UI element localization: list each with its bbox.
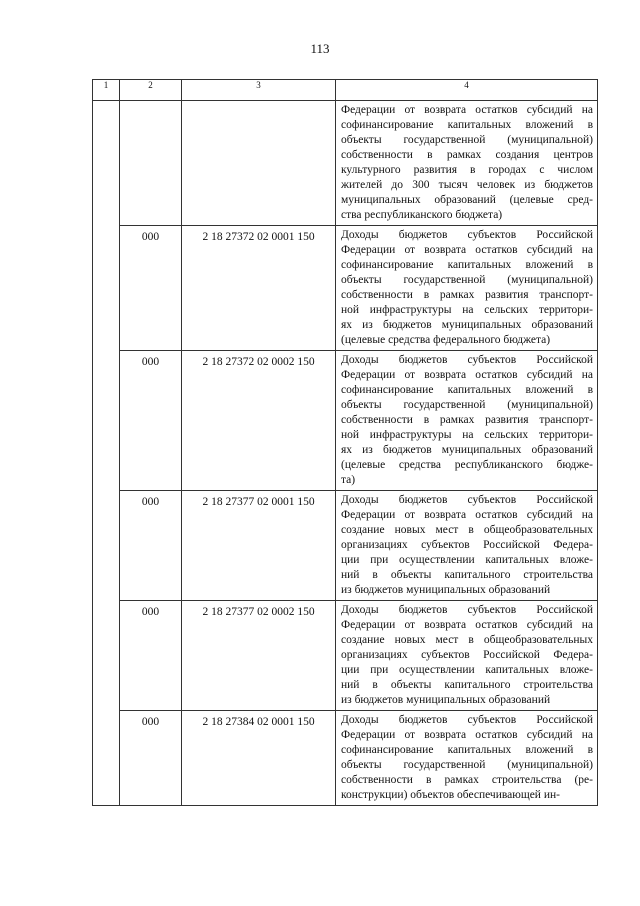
admin-code-cell: 000 <box>120 601 182 711</box>
description-line: объекты государственной (муниципальной) <box>341 399 593 411</box>
description-line: объекты государственной (муниципальной) <box>341 759 593 771</box>
row-number-cell <box>93 101 120 806</box>
description-line: собственности в рамках строительства (ре- <box>341 774 593 786</box>
description-line: из бюджетов муниципальных образований <box>341 694 551 706</box>
description-line: организациях субъектов Российской Федера- <box>341 649 593 661</box>
description-line: Федерации от возврата остатков субсидий на <box>341 509 593 521</box>
description-cell <box>336 351 598 491</box>
description-line: собственности в рамках развития транспорт- <box>341 414 593 426</box>
description-line: организациях субъектов Российской Федера- <box>341 539 593 551</box>
description-line: ции при осуществлении капитальных вложе- <box>341 664 593 676</box>
description-line: ной инфраструктуры на сельских территори- <box>341 304 593 316</box>
table-row <box>93 226 598 351</box>
description-line: создание новых мест в общеобразовательных <box>341 634 593 646</box>
column-header-2: 2 <box>120 80 182 101</box>
description-cell <box>336 491 598 601</box>
table-header-row <box>93 80 598 101</box>
description-cell <box>336 101 598 226</box>
description-line: Доходы бюджетов субъектов Российской <box>341 604 593 616</box>
budget-code-cell: 2 18 27372 02 0002 150 <box>182 351 336 491</box>
description-line: собственности в рамках создания центров <box>341 149 593 161</box>
description-line: ной инфраструктуры на сельских территори- <box>341 429 593 441</box>
description-line: конструкции) объектов обеспечивающей ин- <box>341 789 560 801</box>
description-line: (целевые средства республиканского бюдже- <box>341 459 593 471</box>
budget-code-cell: 2 18 27372 02 0001 150 <box>182 226 336 351</box>
description-line: Доходы бюджетов субъектов Российской <box>341 354 593 366</box>
description-line: ях из бюджетов муниципальных образований <box>341 444 593 456</box>
description-line: создание новых мест в общеобразовательных <box>341 524 593 536</box>
description-line: софинансирование капитальных вложений в <box>341 259 593 271</box>
description-line: ции при осуществлении капитальных вложе- <box>341 554 593 566</box>
admin-code-cell: 000 <box>120 226 182 351</box>
description-line: ний в объекты капитального строительства <box>341 679 593 691</box>
column-header-4: 4 <box>336 80 598 101</box>
description-line: Федерации от возврата остатков субсидий на <box>341 104 593 116</box>
description-line: Доходы бюджетов субъектов Российской <box>341 714 593 726</box>
description-line: ях из бюджетов муниципальных образований <box>341 319 593 331</box>
table-row <box>93 101 598 226</box>
table-row <box>93 711 598 806</box>
description-line: Федерации от возврата остатков субсидий на <box>341 619 593 631</box>
description-cell <box>336 711 598 806</box>
table-row <box>93 601 598 711</box>
description-line: жителей до 300 тысяч человек из бюджетов <box>341 179 593 191</box>
description-line: софинансирование капитальных вложений в <box>341 384 593 396</box>
description-line: Федерации от возврата остатков субсидий на <box>341 369 593 381</box>
table-row <box>93 491 598 601</box>
description-line: собственности в рамках развития транспорт- <box>341 289 593 301</box>
description-line: ства республиканского бюджета) <box>341 209 503 221</box>
page-number: 113 <box>310 41 330 56</box>
description-line: Доходы бюджетов субъектов Российской <box>341 229 593 241</box>
column-header-1: 1 <box>93 80 120 101</box>
description-cell <box>336 226 598 351</box>
description-line: объекты государственной (муниципальной) <box>341 134 593 146</box>
admin-code-cell: 000 <box>120 351 182 491</box>
admin-code-cell: 000 <box>120 711 182 806</box>
description-cell <box>336 601 598 711</box>
admin-code-cell <box>120 101 182 226</box>
budget-code-cell: 2 18 27377 02 0002 150 <box>182 601 336 711</box>
description-line: объекты государственной (муниципальной) <box>341 274 593 286</box>
description-line: Доходы бюджетов субъектов Российской <box>341 494 593 506</box>
description-line: муниципальных образований (целевые сред- <box>341 194 593 206</box>
description-line: софинансирование капитальных вложений в <box>341 119 593 131</box>
budget-code-cell: 2 18 27377 02 0001 150 <box>182 491 336 601</box>
description-line: Федерации от возврата остатков субсидий на <box>341 729 593 741</box>
budget-codes-table <box>92 79 598 806</box>
budget-code-cell: 2 18 27384 02 0001 150 <box>182 711 336 806</box>
description-line: софинансирование капитальных вложений в <box>341 744 593 756</box>
admin-code-cell: 000 <box>120 491 182 601</box>
description-line: Федерации от возврата остатков субсидий на <box>341 244 593 256</box>
description-line: та) <box>341 474 356 486</box>
description-line: из бюджетов муниципальных образований <box>341 584 551 596</box>
budget-code-cell <box>182 101 336 226</box>
description-line: ний в объекты капитального строительства <box>341 569 593 581</box>
description-line: культурного развития в городах с числом <box>341 164 593 176</box>
table-row <box>93 351 598 491</box>
column-header-3: 3 <box>182 80 336 101</box>
description-line: (целевые средства федерального бюджета) <box>341 334 551 346</box>
